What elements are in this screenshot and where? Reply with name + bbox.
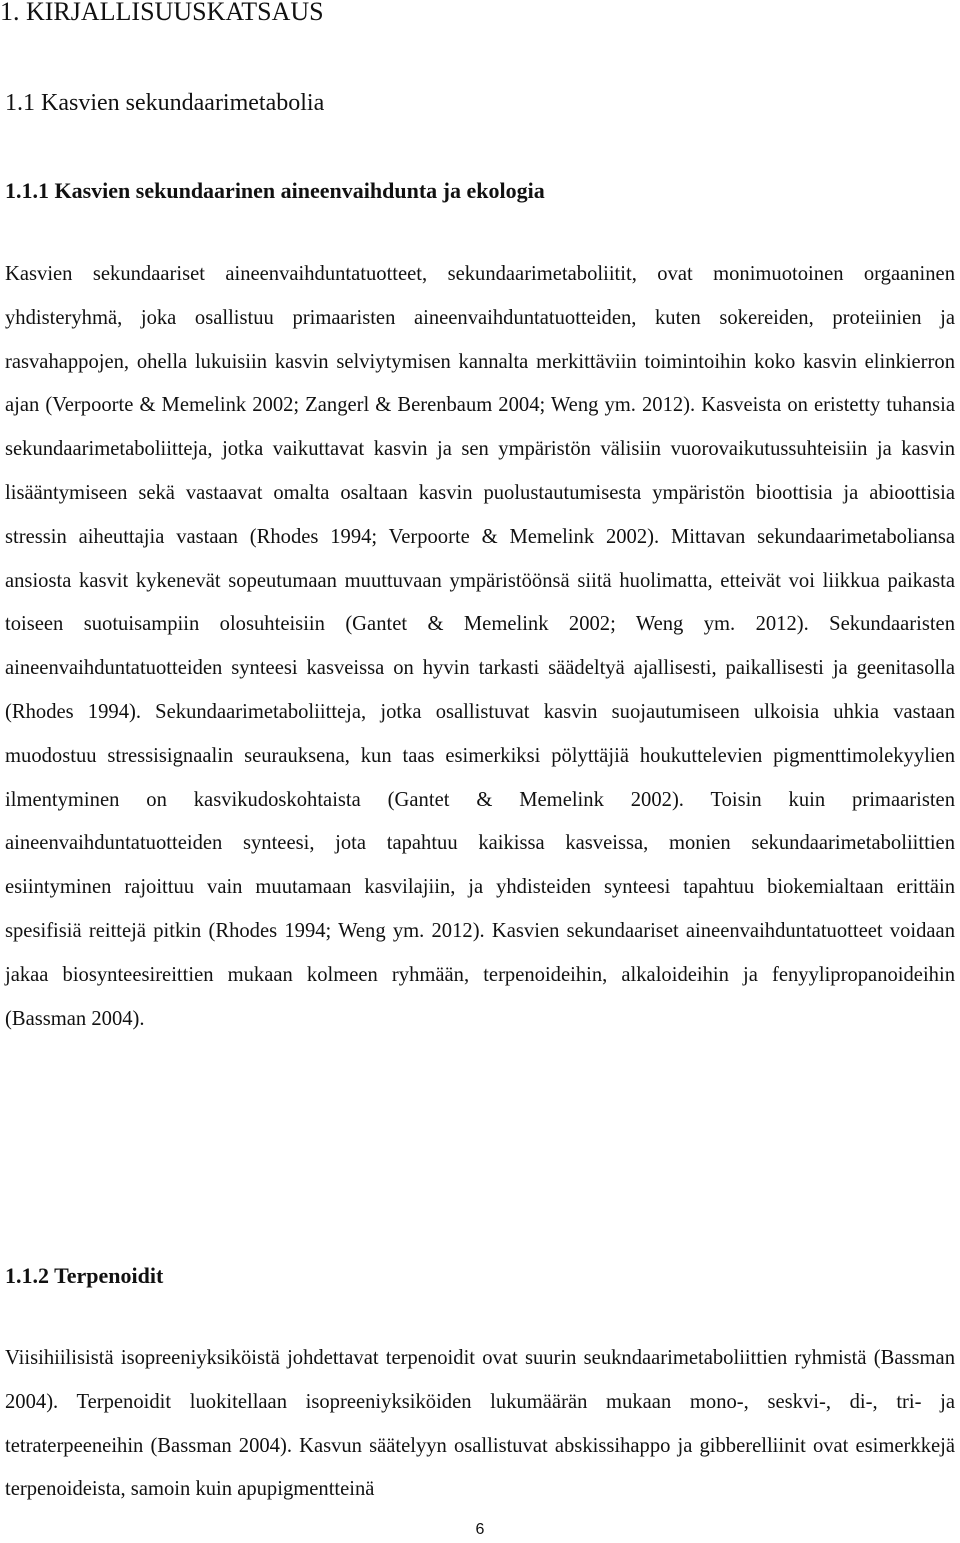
body-paragraph-ecology: Kasvien sekundaariset aineenvaihduntatuotteet, sekundaarimetaboliitit, ovat monimuotoinen orgaaninen yhdisteryhmä, joka osallistuu primaaristen aineenvaihduntatuotteiden, kuten sokereiden, proteiinien ja rasvahappojen, ohella lukuisiin kasvin selviytymisen kannalta merkittäviin toimintoihin koko kasvin elinkierron ajan (Verpoorte & Memelink 2002; Zangerl & Berenbaum 2004; Weng ym. 2012). Kasveista on eristetty tuhansia sekundaarimetaboliitteja, jotka vaikuttavat kasvin ja sen ympäristön välisiin vuorovaikutussuhteisiin ja kasvin lisääntymiseen sekä vastaavat omalta osaltaan kasvin puolustautumisesta ympäristön bioottisia ja abioottisia stressin aiheuttajia vastaan (Rhodes 1994; Verpoorte & Memelink 2002). Mittavan sekundaarimetaboliansa ansiosta kasvit kykenevät sopeutumaan muuttuvaan ympäristöönsä siitä huolimatta, etteivät voi liikkua paikasta toiseen suotuisampiin olosuhteisiin (Gantet & Memelink 2002; Weng ym. 2012). Sekundaaristen aineenvaihduntatuotteiden synteesi kasveissa on hyvin tarkasti säädeltyä ajallisesti, paikallisesti ja geenitasolla (Rhodes 1994). Sekundaarimetaboliitteja, jotka osallistuvat kasvin suojautumiseen ulkoisia uhkia vastaan muodostuu stressisignaalin seurauksena, kun taas esimerkiksi pölyttäjiä houkuttelevien pigmenttimolekyylien ilmentyminen on kasvikudoskohtaista (Gantet & Memelink 2002). Toisin kuin primaaristen aineenvaihduntatuotteiden synteesi, jota tapahtuu kaikissa kasveissa, monien sekundaarimetaboliittien esiintyminen rajoittuu vain muutamaan kasvilajiin, ja yhdisteiden synteesi tapahtuu biokemialtaan erittäin spesifisiä reittejä pitkin (Rhodes 1994; Weng ym. 2012). Kasvien sekundaariset aineenvaihduntatuotteet voidaan jakaa biosynteesireittien mukaan kolmeen ryhmään, terpenoideihin, alkaloideihin ja fenyylipropanoideihin (Bassman 2004). — [5, 263, 955, 1030]
page-number: 6 — [475, 1521, 485, 1538]
section-heading: 1.1 Kasvien sekundaarimetabolia — [5, 90, 325, 116]
subsection-heading-terpenoids: 1.1.2 Terpenoidit — [5, 1263, 164, 1288]
body-paragraph-terpenoids: Viisihiilisistä isopreeniyksiköistä johdettavat terpenoidit ovat suurin seukndaarimetaboliittien ryhmistä (Bassman 2004). Terpenoidit luokitellaan isopreeniyksiköiden lukumäärän mukaan mono-, seskvi-, di-, tri- ja tetraterpeeneihin (Bassman 2004). Kasvun säätelyyn osallistuvat abskissihappo ja gibberelliinit ovat esimerkkejä terpenoideista, samoin kuin apupigmentteinä — [5, 1347, 955, 1501]
chapter-heading: 1. KIRJALLISUUSKATSAUS — [0, 0, 324, 26]
subsection-heading-ecology: 1.1.1 Kasvien sekundaarinen aineenvaihdunta ja ekologia — [5, 178, 545, 203]
